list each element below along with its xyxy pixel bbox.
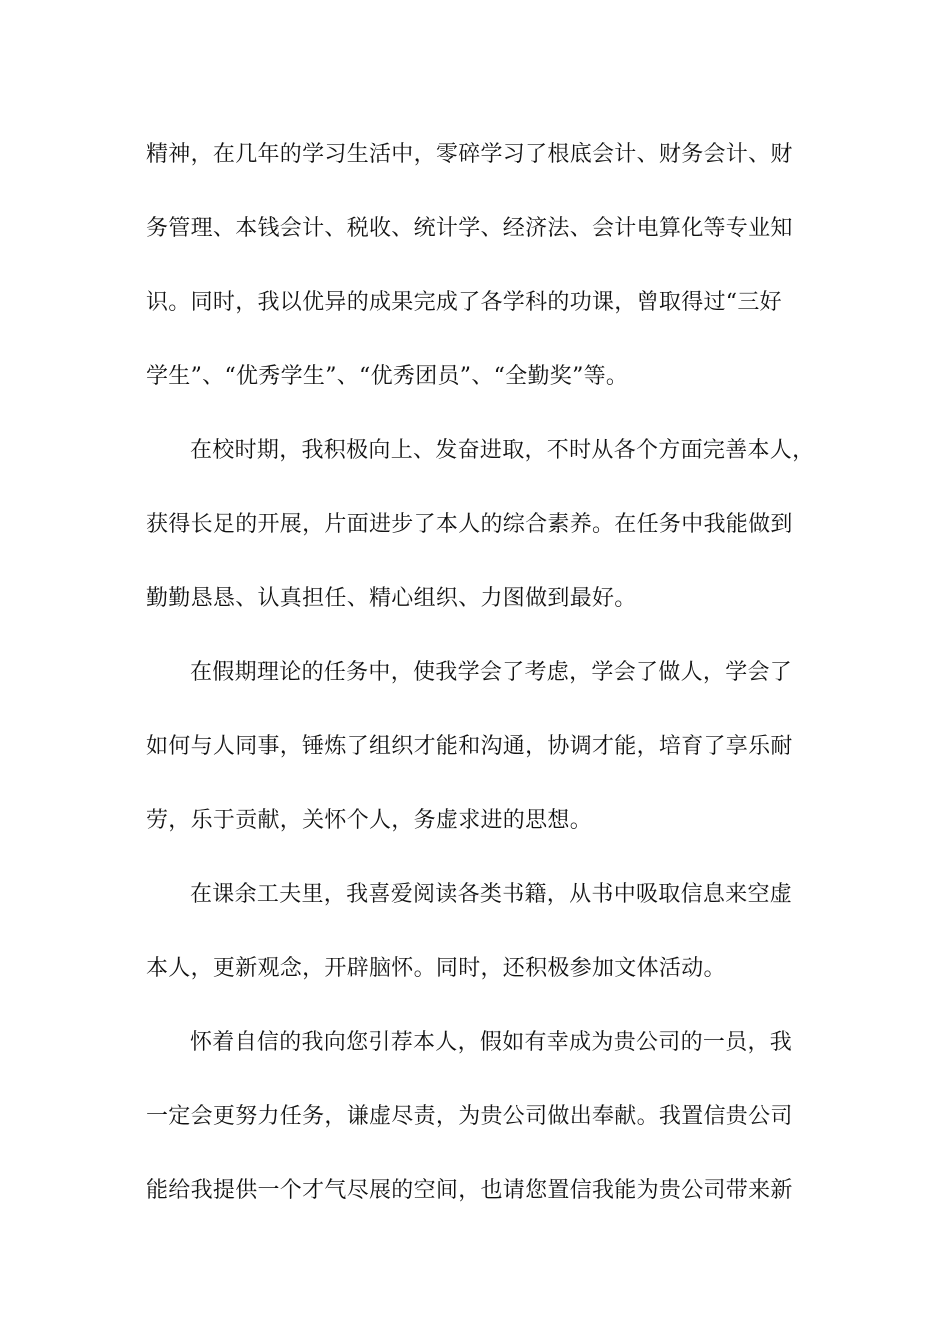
text-line: 劳，乐于贡献，关怀个人，务虚求进的思想。 <box>146 808 593 833</box>
document-body <box>146 118 815 1228</box>
text-line: 本人，更新观念，开辟脑怀。同时，还积极参加文体活动。 <box>146 956 726 981</box>
text-line: 如何与人同事，锤炼了组织才能和沟通，协调才能，培育了享乐耐 <box>146 734 793 759</box>
paragraph-first-line: 怀着自信的我向您引荐本人，假如有幸成为贵公司的一员，我 <box>190 1030 793 1055</box>
text-line: 识。同时，我以优异的成果完成了各学科的功课，曾取得过“三好 <box>146 290 782 315</box>
text-line: 勤勤恳恳、认真担任、精心组织、力图做到最好。 <box>146 586 637 611</box>
text-line: 能给我提供一个才气尽展的空间，也请您置信我能为贵公司带来新 <box>146 1178 793 1203</box>
paragraph-first-line: 在课余工夫里，我喜爱阅读各类书籍，从书中吸取信息来空虚 <box>190 882 793 907</box>
text-line: 学生”、“优秀学生”、“优秀团员”、“全勤奖”等。 <box>146 364 629 389</box>
paragraph-first-line: 在假期理论的任务中，使我学会了考虑，学会了做人，学会了 <box>190 660 793 685</box>
paragraph-first-line: 在校时期，我积极向上、发奋进取，不时从各个方面完善本人， <box>190 438 815 463</box>
text-line: 务管理、本钱会计、税收、统计学、经济法、会计电算化等专业知 <box>146 216 793 241</box>
text-line: 精神，在几年的学习生活中，零碎学习了根底会计、财务会计、财 <box>146 142 793 167</box>
text-line: 获得长足的开展，片面进步了本人的综合素养。在任务中我能做到 <box>146 512 793 537</box>
text-line: 一定会更努力任务，谦虚尽责，为贵公司做出奉献。我置信贵公司 <box>146 1104 793 1129</box>
